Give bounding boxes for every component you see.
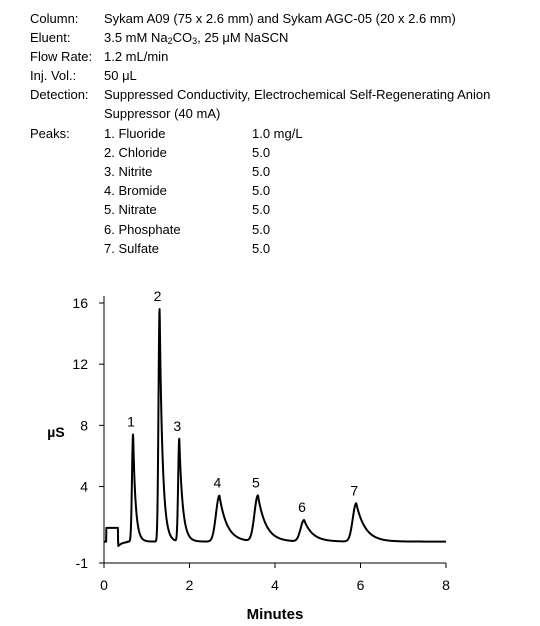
y-tick-label: 4 (80, 478, 88, 495)
x-tick-label: 8 (442, 577, 450, 593)
peak-label: 4 (213, 474, 222, 491)
peak-conc-5: 5.0 (252, 202, 271, 217)
x-axis-label: Minutes (246, 606, 304, 623)
inj-vol-value: 50 μL (104, 68, 137, 83)
flow-rate-value: 1.2 mL/min (104, 49, 169, 64)
y-axis-label: µS (47, 424, 65, 440)
peak-conc-1: 1.0 mg/L (252, 126, 303, 141)
chromatogram-trace (104, 309, 446, 546)
eluent-label: Eluent: (30, 30, 71, 45)
peak-name-6: 6. Phosphate (104, 222, 181, 237)
peak-conc-6: 5.0 (252, 222, 271, 237)
y-ticks (72, 295, 104, 571)
y-tick-label: -1 (75, 555, 88, 571)
inj-vol-label: Inj. Vol.: (30, 68, 77, 83)
peak-label: 2 (153, 288, 162, 305)
peak-name-1: 1. Fluoride (104, 126, 166, 141)
peaks-label: Peaks: (30, 126, 70, 141)
x-tick-label: 2 (185, 577, 194, 593)
x-tick-label: 4 (271, 577, 279, 593)
peak-label: 3 (173, 418, 182, 435)
detection-value-line1: Suppressed Conductivity, Electrochemical Self-Regenerating Anion (104, 87, 491, 102)
peak-label: 1 (127, 413, 135, 430)
peak-label: 6 (298, 499, 306, 516)
eluent-value: 3.5 mM $Na_2CO_3$, 25 μM NaSCN (104, 30, 289, 46)
x-tick-label: 6 (356, 577, 365, 593)
y-tick-label: 16 (72, 295, 88, 311)
column-label: Column: (30, 11, 79, 26)
peak-name-7: 7. Sulfate (104, 241, 159, 256)
y-tick-label: 12 (72, 356, 88, 373)
peak-conc-2: 5.0 (252, 145, 271, 160)
peak-name-4: 4. Bromide (104, 183, 167, 198)
column-value: Sykam A09 (75 x 2.6 mm) and Sykam AGC-05 (20 x 2.6 mm) (104, 11, 456, 26)
peak-conc-3: 5.0 (252, 164, 271, 179)
detection-value-line2: Suppressor (40 mA) (104, 106, 221, 121)
peak-conc-4: 5.0 (252, 183, 271, 198)
y-tick-label: 8 (80, 417, 88, 434)
peak-label: 7 (350, 482, 359, 499)
peak-name-3: 3. Nitrite (104, 164, 153, 179)
x-ticks (100, 563, 450, 593)
peak-name-2: 2. Chloride (104, 145, 167, 160)
detection-label: Detection: (30, 87, 89, 102)
x-tick-label: 0 (100, 577, 108, 593)
peak-name-5: 5. Nitrate (104, 202, 157, 217)
flow-rate-label: Flow Rate: (30, 49, 93, 64)
peak-label: 5 (252, 474, 260, 491)
peak-conc-7: 5.0 (252, 241, 271, 256)
